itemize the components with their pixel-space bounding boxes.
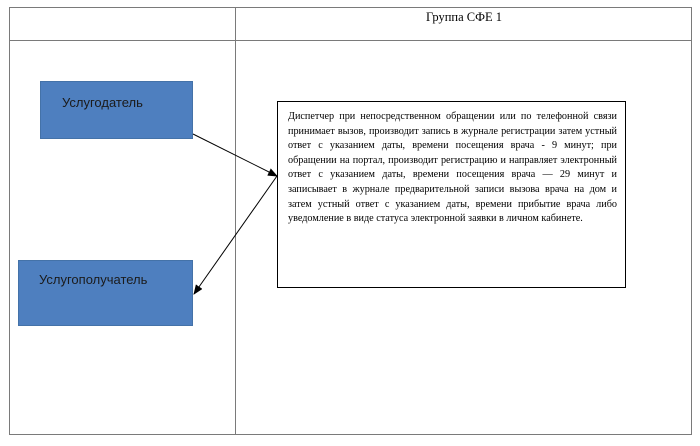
- group-title: Группа СФЕ 1: [425, 10, 503, 24]
- header-divider: [9, 40, 692, 41]
- provider-box: [40, 81, 193, 139]
- recipient-label: Услугополучатель: [39, 272, 148, 287]
- process-description-text: Диспетчер при непосредственном обращении или по телефонной связи принимает вызов, производит запись в журнале регистрации затем устный ответ с указанием даты, времени посещения врача - 9 минут; при обращении на портал, производит регистрацию и направляет электронный ответ с указанием даты, времени посещения врача — 29 минут и записывает в журнале предварительной записи вызова врача на дом и затем устный ответ с указанием даты, времени прибытие врача либо уведомление в виде статуса электронной заявки в личном кабинете.: [288, 111, 617, 225]
- recipient-box: [18, 260, 193, 326]
- provider-label: Услугодатель: [62, 95, 143, 110]
- process-description-box: [277, 101, 626, 288]
- column-divider: [235, 7, 236, 435]
